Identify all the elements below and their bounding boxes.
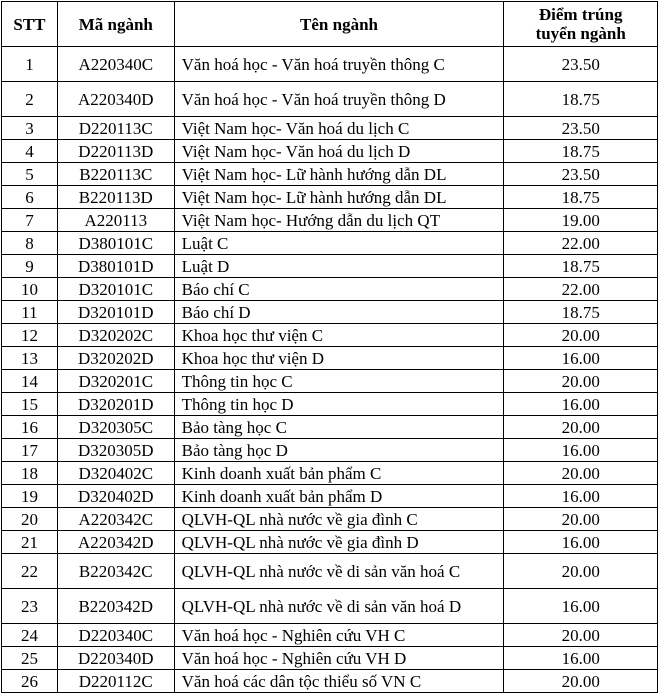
cell-ma-nganh: D320201C	[57, 370, 174, 393]
table-row	[2, 209, 658, 232]
header-ma-nganh: Mã ngành	[57, 2, 174, 47]
table-row	[2, 47, 658, 82]
cell-diem: 16.00	[504, 589, 658, 624]
cell-ten-nganh: QLVH-QL nhà nước về di sản văn hoá C	[174, 554, 504, 589]
cell-stt: 22	[2, 554, 58, 589]
cell-ten-nganh: Văn hoá học - Văn hoá truyền thông D	[174, 82, 504, 117]
cell-stt: 2	[2, 82, 58, 117]
cell-ten-nganh: Báo chí C	[174, 278, 504, 301]
cell-ma-nganh: B220342C	[57, 554, 174, 589]
cell-ma-nganh: A220340C	[57, 47, 174, 82]
cell-ten-nganh: Luật D	[174, 255, 504, 278]
cell-stt: 3	[2, 117, 58, 140]
cell-ten-nganh: Văn hoá học - Nghiên cứu VH D	[174, 647, 504, 670]
header-diem	[504, 2, 658, 47]
cell-stt: 9	[2, 255, 58, 278]
cell-diem: 16.00	[504, 347, 658, 370]
cell-ma-nganh: D380101D	[57, 255, 174, 278]
cell-ten-nganh: Việt Nam học- Văn hoá du lịch C	[174, 117, 504, 140]
cell-diem: 20.00	[504, 508, 658, 531]
cell-ten-nganh: Việt Nam học- Hướng dẫn du lịch QT	[174, 209, 504, 232]
table-row	[2, 347, 658, 370]
table-row	[2, 82, 658, 117]
cell-ma-nganh: D320202C	[57, 324, 174, 347]
table-body	[2, 47, 658, 693]
table-row	[2, 462, 658, 485]
cell-diem: 23.50	[504, 117, 658, 140]
cell-diem: 22.00	[504, 232, 658, 255]
cell-ten-nganh: QLVH-QL nhà nước về di sản văn hoá D	[174, 589, 504, 624]
cell-ma-nganh: A220342D	[57, 531, 174, 554]
cell-ten-nganh: Văn hoá học - Văn hoá truyền thông C	[174, 47, 504, 82]
cell-ten-nganh: Bảo tàng học C	[174, 416, 504, 439]
cell-ma-nganh: A220342C	[57, 508, 174, 531]
cell-stt: 4	[2, 140, 58, 163]
cell-stt: 16	[2, 416, 58, 439]
table-row	[2, 508, 658, 531]
table-row	[2, 301, 658, 324]
table-row	[2, 416, 658, 439]
cell-stt: 6	[2, 186, 58, 209]
cell-stt: 7	[2, 209, 58, 232]
cell-ma-nganh: D220340D	[57, 647, 174, 670]
cell-stt: 18	[2, 462, 58, 485]
cell-ma-nganh: D320305C	[57, 416, 174, 439]
header-row	[2, 2, 658, 47]
table-row	[2, 670, 658, 693]
admission-scores-table	[1, 1, 658, 693]
cell-diem: 23.50	[504, 47, 658, 82]
cell-ma-nganh: B220113D	[57, 186, 174, 209]
cell-ten-nganh: Khoa học thư viện C	[174, 324, 504, 347]
table-row	[2, 186, 658, 209]
cell-ten-nganh: Việt Nam học- Lữ hành hướng dẫn DL	[174, 163, 504, 186]
cell-ten-nganh: Văn hoá các dân tộc thiểu số VN C	[174, 670, 504, 693]
cell-diem: 18.75	[504, 140, 658, 163]
cell-ten-nganh: Khoa học thư viện D	[174, 347, 504, 370]
table-row	[2, 531, 658, 554]
table-row	[2, 140, 658, 163]
table-row	[2, 163, 658, 186]
cell-stt: 25	[2, 647, 58, 670]
table-row	[2, 393, 658, 416]
cell-stt: 8	[2, 232, 58, 255]
cell-ma-nganh: D220113C	[57, 117, 174, 140]
cell-diem: 18.75	[504, 186, 658, 209]
cell-ma-nganh: D320202D	[57, 347, 174, 370]
cell-ten-nganh: QLVH-QL nhà nước về gia đình C	[174, 508, 504, 531]
cell-diem: 20.00	[504, 462, 658, 485]
cell-ma-nganh: D220112C	[57, 670, 174, 693]
table-row	[2, 324, 658, 347]
table-row	[2, 439, 658, 462]
cell-ma-nganh: B220342D	[57, 589, 174, 624]
cell-diem: 20.00	[504, 670, 658, 693]
cell-ten-nganh: Kinh doanh xuất bản phẩm D	[174, 485, 504, 508]
cell-ten-nganh: Thông tin học D	[174, 393, 504, 416]
cell-diem: 18.75	[504, 82, 658, 117]
header-diem-line1: Điểm trúng	[538, 5, 623, 24]
cell-stt: 1	[2, 47, 58, 82]
cell-ten-nganh: Kinh doanh xuất bản phẩm C	[174, 462, 504, 485]
cell-stt: 17	[2, 439, 58, 462]
cell-stt: 5	[2, 163, 58, 186]
cell-stt: 14	[2, 370, 58, 393]
table-row	[2, 370, 658, 393]
cell-ten-nganh: Việt Nam học- Văn hoá du lịch D	[174, 140, 504, 163]
header-diem-line2: tuyển ngành	[535, 24, 626, 43]
cell-ma-nganh: D320101C	[57, 278, 174, 301]
table-row	[2, 117, 658, 140]
cell-diem: 16.00	[504, 647, 658, 670]
cell-diem: 18.75	[504, 255, 658, 278]
table-row	[2, 232, 658, 255]
table-row	[2, 278, 658, 301]
table-row	[2, 589, 658, 624]
cell-ma-nganh: D380101C	[57, 232, 174, 255]
cell-diem: 16.00	[504, 393, 658, 416]
cell-stt: 24	[2, 624, 58, 647]
cell-stt: 13	[2, 347, 58, 370]
cell-stt: 21	[2, 531, 58, 554]
cell-diem: 20.00	[504, 370, 658, 393]
cell-stt: 12	[2, 324, 58, 347]
cell-ten-nganh: Thông tin học C	[174, 370, 504, 393]
cell-stt: 15	[2, 393, 58, 416]
cell-ma-nganh: D320201D	[57, 393, 174, 416]
cell-ma-nganh: D220340C	[57, 624, 174, 647]
cell-ten-nganh: Luật C	[174, 232, 504, 255]
cell-diem: 23.50	[504, 163, 658, 186]
cell-stt: 23	[2, 589, 58, 624]
cell-ten-nganh: Việt Nam học- Lữ hành hướng dẫn DL	[174, 186, 504, 209]
cell-ma-nganh: D320402C	[57, 462, 174, 485]
cell-diem: 16.00	[504, 439, 658, 462]
cell-ma-nganh: A220113	[57, 209, 174, 232]
cell-diem: 22.00	[504, 278, 658, 301]
cell-ma-nganh: D220113D	[57, 140, 174, 163]
header-stt: STT	[2, 2, 58, 47]
cell-ten-nganh: Báo chí D	[174, 301, 504, 324]
table-row	[2, 255, 658, 278]
cell-diem: 20.00	[504, 624, 658, 647]
cell-stt: 11	[2, 301, 58, 324]
cell-diem: 20.00	[504, 324, 658, 347]
cell-ten-nganh: Bảo tàng học D	[174, 439, 504, 462]
cell-diem: 19.00	[504, 209, 658, 232]
cell-stt: 10	[2, 278, 58, 301]
cell-ma-nganh: D320101D	[57, 301, 174, 324]
header-ten-nganh: Tên ngành	[174, 2, 504, 47]
table-row	[2, 647, 658, 670]
cell-ten-nganh: Văn hoá học - Nghiên cứu VH C	[174, 624, 504, 647]
cell-diem: 16.00	[504, 485, 658, 508]
cell-ma-nganh: D320305D	[57, 439, 174, 462]
cell-diem: 18.75	[504, 301, 658, 324]
cell-stt: 20	[2, 508, 58, 531]
table-row	[2, 485, 658, 508]
cell-diem: 20.00	[504, 554, 658, 589]
table-row	[2, 624, 658, 647]
cell-ten-nganh: QLVH-QL nhà nước về gia đình D	[174, 531, 504, 554]
cell-diem: 20.00	[504, 416, 658, 439]
cell-stt: 26	[2, 670, 58, 693]
table-row	[2, 554, 658, 589]
cell-ma-nganh: A220340D	[57, 82, 174, 117]
cell-ma-nganh: B220113C	[57, 163, 174, 186]
cell-diem: 16.00	[504, 531, 658, 554]
cell-stt: 19	[2, 485, 58, 508]
cell-ma-nganh: D320402D	[57, 485, 174, 508]
